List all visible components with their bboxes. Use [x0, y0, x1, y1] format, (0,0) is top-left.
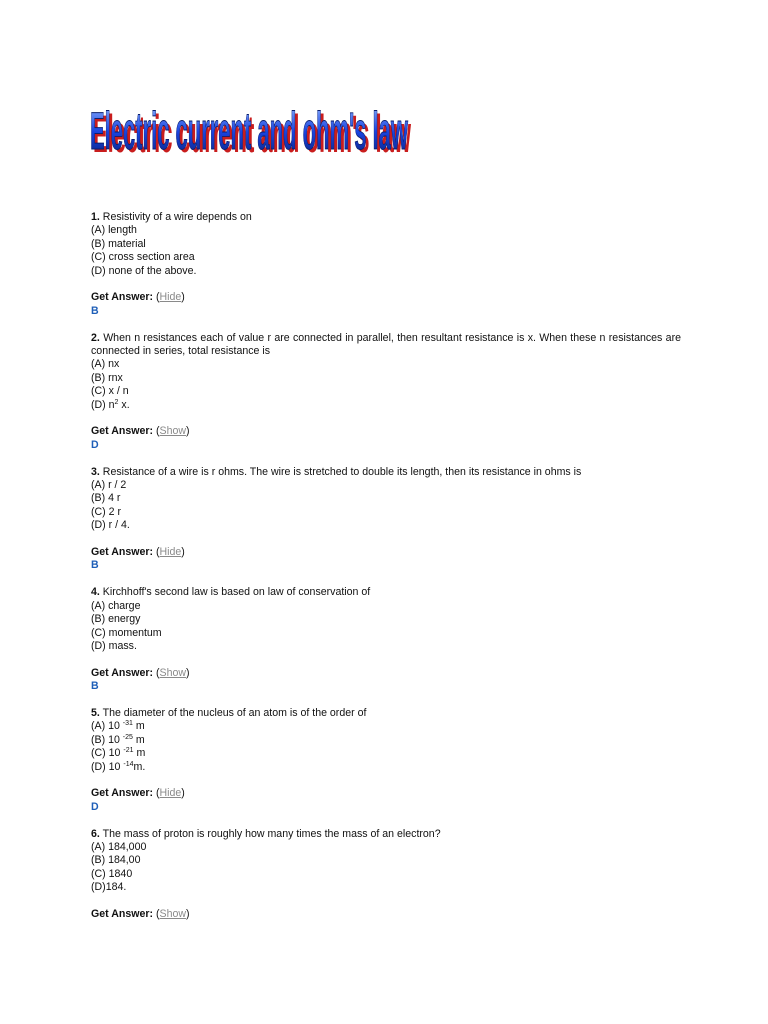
question-text — [91, 828, 681, 841]
get-answer-label: Get Answer: — [91, 291, 154, 304]
option-c-suffix: m — [133, 747, 146, 760]
question-number: 5. — [91, 706, 100, 719]
answer-block-1 — [91, 291, 681, 318]
option-d: (D)184. — [91, 881, 127, 894]
question-text — [91, 707, 681, 720]
option-c — [91, 747, 681, 760]
option-b-suffix: m — [132, 733, 145, 746]
option-b-prefix: (B) 10 — [91, 733, 123, 746]
question-6 — [91, 828, 681, 895]
option-a: (A) charge — [91, 599, 141, 612]
question-number: 4. — [91, 586, 100, 599]
option-b: (B) material — [91, 237, 146, 250]
page-title-art — [90, 98, 420, 162]
option-d-prefix: (D) n — [91, 398, 115, 411]
option-d-exponent: 2 — [114, 398, 119, 406]
option-c: (C) momentum — [91, 626, 162, 639]
get-answer-line: Get Answer: (Show) — [91, 666, 190, 679]
option-d: (D) r / 4. — [91, 519, 130, 532]
option-a: (A) length — [91, 224, 137, 237]
question-number: 2. — [91, 331, 100, 344]
answer-block-3 — [91, 546, 681, 573]
question-text — [91, 211, 681, 224]
option-a — [91, 720, 681, 733]
answer-value: D — [91, 438, 99, 451]
page-title-shadow: Electric current and ohm's law — [93, 105, 412, 162]
question-number: 6. — [91, 827, 100, 840]
answer-block-4 — [91, 667, 681, 694]
option-a: (A) r / 2 — [91, 479, 127, 492]
option-d-suffix: m. — [133, 760, 146, 773]
answer-value: B — [91, 559, 99, 572]
get-answer-label: Get Answer: — [91, 666, 154, 679]
question-stem: When n resistances each of value r are connected in parallel, then resultant resistance is x. When these n resistances are connected in series, total resistance is — [91, 331, 681, 358]
option-c: (C) 1840 — [91, 867, 133, 880]
page-title-text: Electric current and ohm's law — [90, 102, 409, 161]
option-d-exponent: -14 — [123, 760, 134, 768]
question-number: 3. — [91, 465, 100, 478]
option-d-suffix: x. — [118, 398, 130, 411]
get-answer-label: Get Answer: — [91, 425, 154, 438]
option-a: (A) 184,000 — [91, 840, 147, 853]
option-c: (C) 2 r — [91, 505, 122, 518]
option-c-exponent: -21 — [123, 747, 134, 755]
option-b — [91, 734, 681, 747]
option-a-prefix: (A) 10 — [91, 720, 123, 733]
answer-block-6 — [91, 908, 681, 921]
answer-value: B — [91, 304, 99, 317]
option-d: (D) none of the above. — [91, 264, 197, 277]
hide-answer-link[interactable]: Hide — [159, 546, 182, 559]
show-answer-link[interactable]: Show — [159, 425, 186, 438]
show-answer-link[interactable]: Show — [159, 907, 186, 920]
option-b: (B) rnx — [91, 371, 123, 384]
option-b: (B) 4 r — [91, 492, 121, 505]
get-answer-line: Get Answer: (Hide) — [91, 787, 185, 800]
question-5 — [91, 707, 681, 774]
page-title — [90, 98, 420, 162]
option-d — [91, 399, 681, 412]
question-text — [91, 332, 681, 359]
question-stem: The diameter of the nucleus of an atom is of the order of — [102, 706, 367, 719]
question-text — [91, 586, 681, 599]
question-4 — [91, 586, 681, 653]
option-a-exponent: -31 — [122, 720, 133, 728]
answer-value: B — [91, 680, 99, 693]
option-c: (C) x / n — [91, 385, 129, 398]
question-stem: Resistance of a wire is r ohms. The wire is stretched to double its length, then its resistance in ohms is — [102, 465, 582, 478]
option-b-exponent: -25 — [122, 733, 133, 741]
answer-block-5 — [91, 787, 681, 814]
question-text — [91, 466, 681, 479]
option-b: (B) 184,00 — [91, 854, 141, 867]
answer-block-2 — [91, 425, 681, 452]
option-b: (B) energy — [91, 613, 141, 626]
show-answer-link[interactable]: Show — [159, 666, 186, 679]
get-answer-label: Get Answer: — [91, 907, 154, 920]
hide-answer-link[interactable]: Hide — [159, 291, 182, 304]
answer-value: D — [91, 800, 99, 813]
question-3 — [91, 466, 681, 533]
question-stem: Kirchhoff's second law is based on law of conservation of — [102, 586, 371, 599]
quiz-list — [91, 211, 681, 935]
question-2 — [91, 332, 681, 412]
get-answer-label: Get Answer: — [91, 546, 154, 559]
get-answer-line: Get Answer: (Show) — [91, 907, 190, 920]
question-stem: Resistivity of a wire depends on — [102, 211, 252, 223]
option-c-prefix: (C) 10 — [91, 747, 124, 760]
hide-answer-link[interactable]: Hide — [159, 787, 182, 800]
option-d-prefix: (D) 10 — [91, 760, 124, 773]
option-a: (A) nx — [91, 358, 120, 371]
question-1 — [91, 211, 681, 278]
get-answer-line: Get Answer: (Hide) — [91, 546, 185, 559]
question-stem: The mass of proton is roughly how many times the mass of an electron? — [102, 827, 441, 840]
option-a-suffix: m — [132, 720, 145, 733]
option-d — [91, 761, 681, 774]
get-answer-line: Get Answer: (Show) — [91, 425, 190, 438]
question-number: 1. — [91, 211, 100, 223]
get-answer-label: Get Answer: — [91, 787, 154, 800]
option-c: (C) cross section area — [91, 251, 195, 264]
option-d: (D) mass. — [91, 639, 137, 652]
get-answer-line: Get Answer: (Hide) — [91, 291, 185, 304]
